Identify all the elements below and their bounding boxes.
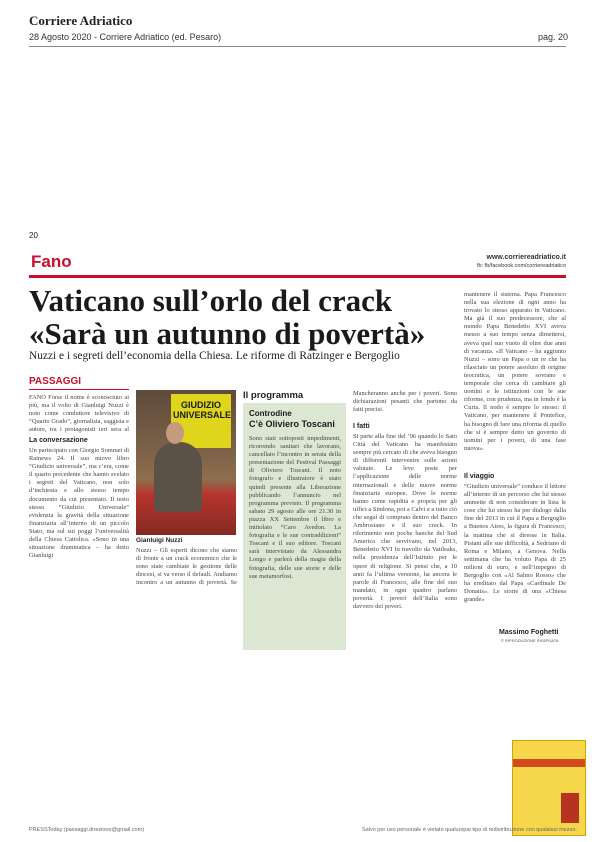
edition-line: 28 Agosto 2020 - Corriere Adriatico (ed. Pesaro) xyxy=(29,32,222,42)
book-title: GIUDIZIO UNIVERSALE xyxy=(173,400,232,420)
newspaper-page xyxy=(29,228,566,655)
masthead: Corriere Adriatico xyxy=(29,13,133,28)
box-title-1: Controdine xyxy=(249,409,292,418)
headline-line-2: «Sarà un autunno di povertà» xyxy=(29,316,426,351)
program-box xyxy=(243,403,346,650)
person-figure xyxy=(154,442,202,512)
box-header: Il programma xyxy=(243,390,304,401)
byline: Massimo Foghetti xyxy=(499,629,559,636)
footer-disclaimer: Salvo per uso personale è vietato qualunque tipo di redistribuzione con qualsiasi mezzo. xyxy=(362,827,577,833)
page-number: 20 xyxy=(29,231,38,240)
section-rule xyxy=(29,275,566,278)
thumbnail-photo xyxy=(561,793,579,823)
kicker: PASSAGGI xyxy=(29,376,82,387)
byline-copyright: © RIPRODUZIONE RISERVATA xyxy=(501,638,559,643)
website-sub: fb: fb/facebook.com/corriereadriatico xyxy=(477,263,566,269)
column-4-text: Si parte alla fine del ’96 quando lo Sato Città del Vaticano ha manifestato sempre più cercato di che aveva bisogno di differenti intervenire sulle azioni valutate. Le leve poste per l’applicazione delle norme internazionali e delle nuove norme finanziarie europee. Dove le norme hanno come rapidità e propria per gli uffici a Sindona, poi a Calvi e a tutto ciò che seguì di comprato dentro del Banco Ambrosiano e il suo crack. In riferimento non poche banche del Sud America che servivano, nel 2013, Benedetto XVI fu travolto da Vatileaks, nella presidenza dell’Istituto per le opere di religione. Si pensi che, a 10 anni fa l’ultima versione, ha ancora le parole di Francesco, alle fine del suo mandato, in ogni quattro parlano povertà. I poveri dell’Italia sono davvero dei poveri. xyxy=(353,433,457,610)
intertitle-fatti: I fatti xyxy=(353,423,370,430)
header-divider xyxy=(29,46,566,47)
page-thumbnail xyxy=(512,740,586,836)
intro-text: FANO Forse il nome è sconosciuto ai più, ma il volto di Gianluigi Nuzzi è noto come conduttore televisivo di “Quarto Grado”, giornalista, saggista e autore, tra i protagonisti ieri sera al xyxy=(29,394,129,434)
thumbnail-strip xyxy=(513,759,585,767)
kicker-rule xyxy=(29,389,129,390)
column-5-top: mantenere il sistema. Papa Francesco nella sua elezione di ogni anno ha trovato lo stesso apparato in Vaticano. Ma già il suo predecessore, che al mondo Papa Benedetto XVI aveva messo a suo tempo senza dimettersi, aveva quel suo vuoto di oltre due anni di vacanza. «Il Vaticano – ha aggiunto Nuzzi – sono un Papa o un re che ha rilasciato un potere assoluto di origine teocratica, un potere sovrano e temporale che cerca di cambiare gli uomini e le istituzioni con le sue riforme, con prudenza, ma in fondo è la Curia. Il nodo è sempre lo stesso: il Vaticano, per mantenere il Pontefice, ha bisogno di fare una riforma di quello che si è sempre detto un governo di uomini per i poveri, di una fase nuova». xyxy=(464,291,566,452)
box-body: Sono stati sottoposti impedimenti, ricorrendo sanitari che lavorano, cancellato l’incontro in serata della presentazione del Festival Passaggi di Oliviero Toscani. Il noto fotografo e illustratore è stato quindi presente alla Liberazione pubblicando l’annuncio nel programma previsto. Il programma sabato 29 agosto alle ore 21.30 in piazza XX Settembre il libro e intitolato “Caro Avedon. La fotografia e le sue contraddizioni” Toscani e il suo editore. Toscani sarà intervistato da Alessandra Longo e parlerà della magia della fotografia, delle sue storie e delle sue metamorfosi. xyxy=(249,435,341,580)
website-url: www.corriereadriatico.it xyxy=(486,254,566,261)
website xyxy=(477,254,566,270)
person-face xyxy=(166,422,184,444)
page-label: pag. 20 xyxy=(537,32,568,42)
column-4-top: Mancheranno anche per i poveri. Sono dichiarazioni pesanti che partono da fatti precisi. xyxy=(353,390,457,414)
intertitle-conversazione: La conversazione xyxy=(29,437,88,444)
photo-nuzzi xyxy=(136,390,236,535)
subheadline: Nuzzi e i segreti dell’economia della Chiesa. Le riforme di Ratzinger e Bergoglio xyxy=(29,350,400,362)
footer-source: PRESSToday (passaggi.direzione@gmail.com) xyxy=(29,827,145,833)
column-2-text: Nuzzi – Gli esperti dicono che siamo di fronte a un crack economico che le sono state cambiate le gestione delle diocesi, si va verso il default. Andiamo incontro a un autunno di povertà. Se xyxy=(136,547,237,587)
column-1-text: Un partecipato con Giorgio Sommei di Rainews 24. Il suo nuovo libro “Giudizio universale”, ma c’era, come il quarto precedente che hanno svelato i segreti del Vaticano, non solo d’inchiesta e allo stesso tempo documento da cui presentato. Il testo stesso “Giudizio Universale” evidenzia la gravità della situazione finanziaria all’interno di un piccolo Stato, ma sul sui poggi l’universalità della Chiesa Cattolica. «Sono in una situazione drammatica – ha detto Gianluigi xyxy=(29,447,129,560)
photo-caption: Gianluigi Nuzzi xyxy=(136,537,183,544)
headline-line-1: Vaticano sull’orlo del crack xyxy=(29,283,393,318)
column-5-text: “Giudizio universale” conduce il lettore all’interno di un percorso che lui stesso ammette di non considerare in lista le cose che lui stesso ha per dialogo dalla fine del 2013 in cui il Papa a Bergoglio a Buenos Aires, la figura di Francesco, la mattina che si diresse in Italia. Pistani alle sue difficoltà, a Sedriano di Roma e Milano, a Genova. Nella settimana che ha voluto Papa di 25 milioni di euro, e nell’impegno di Bergoglio con «Al Salmo Rosso» che ha ereditato dal Papa «Cardinale De Donatis». Le storie di una «Chiesa grande» xyxy=(464,483,566,604)
intertitle-viaggio: Il viaggio xyxy=(464,473,495,480)
section-title: Fano xyxy=(31,252,72,271)
box-title-2: C’è Oliviero Toscani xyxy=(249,419,335,429)
